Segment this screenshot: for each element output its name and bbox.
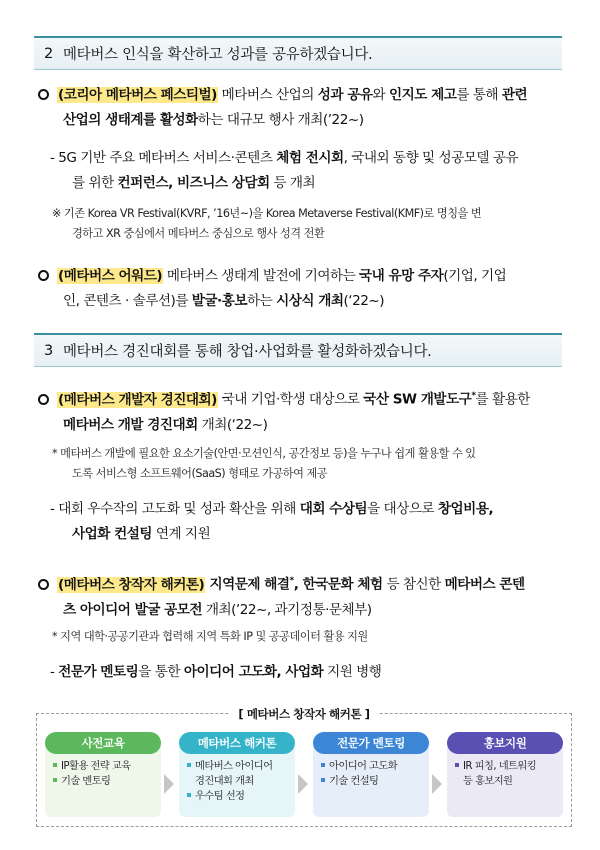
step-item-text: 경진대회 개최 xyxy=(195,775,254,787)
note-line: 도록 서비스형 소프트웨어(SaaS) 형태로 가공하여 제공 xyxy=(72,467,328,480)
step-item xyxy=(321,759,421,774)
step-title: 사전교육 xyxy=(45,732,161,754)
square-bullet-icon xyxy=(187,763,191,767)
bold-text: 대회 수상팀 xyxy=(299,501,368,517)
footnote-mark: * xyxy=(471,391,476,401)
note-line: * 메타버스 개발에 필요한 요소기술(안면·모션인식, 공간정보 등)을 누구나 쉽게 활용할 수 있 xyxy=(52,447,476,460)
step-item-text: 기술 멘토링 xyxy=(61,775,111,787)
text: 등 개최 xyxy=(269,175,316,191)
text: , 국내외 동향 및 성공모델 공유 xyxy=(343,150,519,166)
circle-bullet-icon xyxy=(38,394,49,405)
footnote-mark: * xyxy=(289,576,294,586)
text: (‘22~) xyxy=(343,293,385,309)
step-item xyxy=(53,759,153,774)
award-item xyxy=(38,264,568,314)
section-3-header xyxy=(34,333,562,367)
festival-note xyxy=(52,204,572,244)
arrow-right-icon xyxy=(164,774,174,794)
bold-text: 전문가 멘토링 xyxy=(58,664,139,680)
section-number: 2 xyxy=(44,45,53,62)
highlight-tag: (메타버스 창작자 해커톤) xyxy=(58,576,205,593)
step-item xyxy=(321,774,421,789)
text: 를 위한 xyxy=(72,175,118,191)
festival-detail xyxy=(50,146,570,196)
bold-text: 아이디어 고도화, 사업화 xyxy=(183,664,324,680)
arrow-right-icon xyxy=(432,774,442,794)
text: - xyxy=(50,664,59,680)
bold-text: 메타버스 콘텐 xyxy=(444,576,525,593)
bold-text: 지역문제 해결 xyxy=(205,576,290,593)
highlight-tag: (메타버스 개발자 경진대회) xyxy=(58,391,217,408)
step-body xyxy=(447,743,563,817)
square-bullet-icon xyxy=(455,763,459,767)
highlight-tag: (메타버스 어워드) xyxy=(58,268,163,284)
bold-text: 발굴·홍보 xyxy=(191,293,247,309)
text: - 대회 우수작의 고도화 및 성과 확산을 위해 xyxy=(50,501,300,517)
step-body xyxy=(45,743,161,817)
square-bullet-icon xyxy=(53,778,57,782)
step-item-text: 아이디어 고도화 xyxy=(329,760,398,772)
hackathon-item xyxy=(38,569,568,623)
square-bullet-icon xyxy=(53,763,57,767)
hackathon-detail xyxy=(50,660,570,685)
square-bullet-icon xyxy=(187,793,191,797)
step-item xyxy=(53,774,153,789)
bold-text: 츠 아이디어 발굴 공모전 xyxy=(63,601,203,618)
text: - 5G 기반 주요 메타버스 서비스·콘텐츠 xyxy=(50,150,277,166)
step-item-text: 등 홍보지원 xyxy=(463,775,513,787)
bold-text: 메타버스 개발 경진대회 xyxy=(63,416,198,433)
circle-bullet-icon xyxy=(38,89,49,100)
step-body xyxy=(179,743,295,817)
bold-text: 인지도 제고 xyxy=(388,87,457,103)
text: 국내 기업·학생 대상으로 xyxy=(217,391,364,408)
bold-text: 국내 유망 주자 xyxy=(359,268,444,284)
section-number: 3 xyxy=(44,342,53,359)
text: 와 xyxy=(372,87,389,103)
bold-text: 성과 공유 xyxy=(317,87,373,103)
developer-contest-item xyxy=(38,384,568,438)
section-title: 메타버스 경진대회를 통해 창업·사업화를 활성화하겠습니다. xyxy=(62,344,432,360)
text: 인, 콘텐츠 · 솔루션)를 xyxy=(63,293,192,309)
text: (기업, 기업 xyxy=(443,268,507,284)
text: 개최(‘22~) xyxy=(197,416,268,433)
step-item-text: 메타버스 아이디어 xyxy=(195,760,273,772)
step-item-text: 우수팀 선정 xyxy=(195,790,245,802)
step-pre-education xyxy=(45,732,161,820)
text: 하는 xyxy=(247,293,277,309)
step-expert-mentoring xyxy=(313,732,429,820)
arrow-right-icon xyxy=(298,774,308,794)
bold-text: 체험 전시회 xyxy=(276,150,344,166)
festival-item xyxy=(38,83,568,133)
section-title: 메타버스 인식을 확산하고 성과를 공유하겠습니다. xyxy=(62,47,373,63)
step-item-text: IP활용 전략 교육 xyxy=(61,760,131,772)
bold-text: 관련 xyxy=(501,87,528,103)
step-title: 홍보지원 xyxy=(447,732,563,754)
bold-text: 국산 SW 개발도구 xyxy=(363,391,472,408)
step-title: 전문가 멘토링 xyxy=(313,732,429,754)
square-bullet-icon xyxy=(321,763,325,767)
bold-text: 창업비용, xyxy=(437,501,494,517)
step-item-text: IR 피칭, 네트워킹 xyxy=(463,760,537,772)
hackathon-note xyxy=(52,627,572,647)
step-metaverse-hackathon xyxy=(179,732,295,820)
bold-text: , 한국문화 체험 xyxy=(293,576,383,593)
text: 을 통한 xyxy=(138,664,184,680)
square-bullet-icon xyxy=(321,778,325,782)
text: 연계 지원 xyxy=(152,526,211,542)
step-promotion-support xyxy=(447,732,563,820)
note-line: ※ 기존 Korea VR Festival(KVRF, ’16년~)을 Korea Metaverse Festival(KMF)로 명칭을 변 xyxy=(52,207,482,220)
text: 메타버스 생태계 발전에 기여하는 xyxy=(163,268,360,284)
text: 하는 대규모 행사 개최(’22~) xyxy=(197,112,364,128)
text: 를 활용한 xyxy=(475,391,530,408)
highlight-tag: (코리아 메타버스 페스티벌) xyxy=(58,87,217,103)
developer-contest-note xyxy=(52,444,572,484)
step-body xyxy=(313,743,429,817)
developer-contest-detail xyxy=(50,497,570,547)
bold-text: 컨퍼런스, 비즈니스 상담회 xyxy=(117,175,270,191)
text: 를 통해 xyxy=(456,87,502,103)
text: 메타버스 산업의 xyxy=(217,87,318,103)
diagram-title: [ 메타버스 창작자 해커톤 ] xyxy=(230,706,377,722)
step-title: 메타버스 해커톤 xyxy=(179,732,295,754)
note-line: * 지역 대학·공공기관과 협력해 지역 특화 IP 및 공공데이터 활용 지원 xyxy=(52,630,368,643)
step-item-text: 기술 컨설팅 xyxy=(329,775,379,787)
bold-text: 산업의 생태계를 활성화 xyxy=(63,112,198,128)
step-item xyxy=(187,759,287,774)
bold-text: 시상식 개최 xyxy=(276,293,344,309)
step-item xyxy=(455,759,555,774)
circle-bullet-icon xyxy=(38,579,49,590)
bold-text: 사업화 컨설팅 xyxy=(72,526,153,542)
text: 지원 병행 xyxy=(323,664,382,680)
step-item xyxy=(187,789,287,804)
text: 개최(’22~, 과기정통·문체부) xyxy=(202,601,372,618)
note-line: 경하고 XR 중심에서 메타버스 중심으로 행사 성격 전환 xyxy=(72,227,325,240)
hackathon-process-diagram xyxy=(36,707,572,827)
text: 등 참신한 xyxy=(382,576,445,593)
circle-bullet-icon xyxy=(38,270,49,281)
text: 을 대상으로 xyxy=(367,501,438,517)
section-2-header xyxy=(34,36,562,70)
